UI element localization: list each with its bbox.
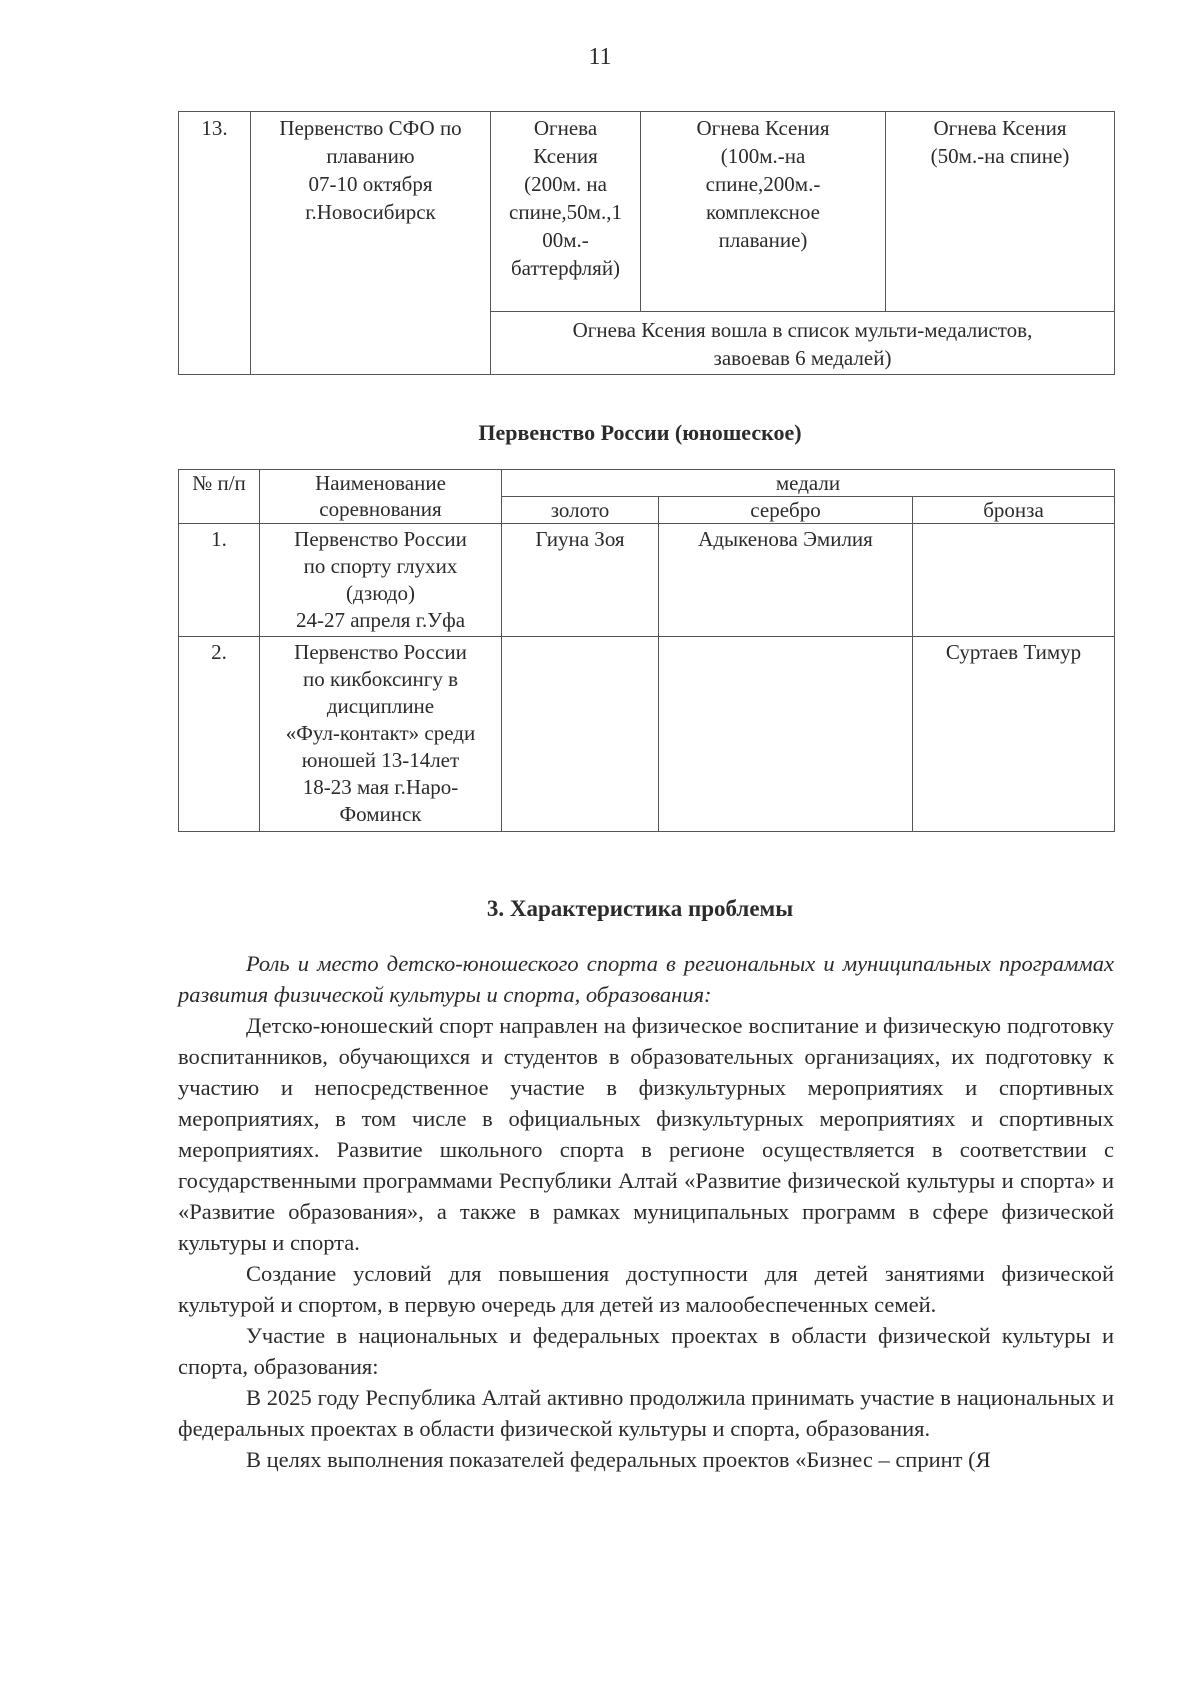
- cell-line: Огнева Ксения: [933, 116, 1067, 140]
- paragraph: В 2025 году Республика Алтай активно продолжила принимать участие в национальных и федеральных проектах в области физической культуры и спорта, образования.: [178, 1385, 1114, 1441]
- bronze-cell: [913, 524, 1115, 637]
- section-heading: 3. Характеристика проблемы: [486, 896, 794, 921]
- cell-line: 18-23 мая г.Наро-: [302, 775, 459, 799]
- youth-championship-table: [178, 469, 1115, 832]
- table-row: [179, 524, 1115, 637]
- cell-line: Наименование: [315, 471, 446, 495]
- silver-cell: [641, 112, 886, 312]
- header-num: № п/п: [179, 470, 260, 524]
- cell-line: Огнева: [533, 116, 598, 140]
- silver-cell: [659, 637, 913, 832]
- cell-line: Первенство России: [294, 640, 467, 664]
- bronze-cell: [886, 112, 1115, 312]
- cell-line: по кикбоксингу в: [302, 667, 459, 691]
- row-number: 2.: [179, 637, 260, 832]
- silver-cell: Адыкенова Эмилия: [659, 524, 913, 637]
- header-bronze: бронза: [913, 497, 1115, 524]
- cell-line: (дзюдо): [345, 581, 416, 605]
- gold-cell: [491, 112, 641, 312]
- cell-line: (50м.-на спине): [930, 144, 1070, 168]
- cell-line: Первенство России: [294, 527, 467, 551]
- cell-line: г.Новосибирск: [305, 200, 436, 224]
- cell-line: баттерфляй): [510, 256, 621, 280]
- row-number: 1.: [179, 524, 260, 637]
- multi-medalist-note: [491, 312, 1115, 375]
- cell-line: соревнования: [319, 497, 442, 521]
- paragraph: Участие в национальных и федеральных проектах в области физической культуры и спорта, образования:: [178, 1323, 1114, 1379]
- cell-line: 07-10 октября: [308, 172, 433, 196]
- bronze-cell: Суртаев Тимур: [913, 637, 1115, 832]
- event-cell: [251, 112, 491, 375]
- cell-line: Огнева Ксения вошла в список мульти-медалистов,: [572, 318, 1033, 342]
- header-gold: золото: [502, 497, 659, 524]
- event-cell: [260, 637, 502, 832]
- cell-line: 00м.-: [542, 228, 589, 252]
- header-medals: медали: [502, 470, 1115, 497]
- cell-line: Первенство СФО по: [279, 116, 462, 140]
- paragraph: Создание условий для повышения доступности для детей занятиями физической культурой и спортом, в первую очередь для детей из малообеспеченных семей.: [178, 1261, 1114, 1317]
- cell-line: Огнева Ксения: [696, 116, 830, 140]
- header-silver: серебро: [659, 497, 913, 524]
- previous-results-table: [178, 111, 1115, 375]
- page-number: 11: [588, 44, 612, 70]
- cell-line: юношей 13-14лет: [301, 748, 460, 772]
- paragraph: В целях выполнения показателей федеральных проектов «Бизнес – спринт (Я: [246, 1447, 991, 1472]
- event-cell: [260, 524, 502, 637]
- table-row: [179, 112, 1115, 312]
- paragraph: Детско-юношеский спорт направлен на физическое воспитание и физическую подготовку воспитанников, обучающихся и студентов в образовательных организациях, их подготовку к участию и непосредственное участие в физкультурных мероприятиях и спортивных мероприятиях, в том числе в официальных физкультурных мероприятиях и спортивных мероприятиях. Развитие школьного спорта в регионе осуществляется в соответствии с государственными программами Республики Алтай «Развитие физической культуры и спорта» и «Развитие образования», а также в рамках муниципальных программ в сфере физической культуры и спорта.: [178, 1013, 1114, 1255]
- cell-line: 24-27 апреля г.Уфа: [295, 608, 466, 632]
- table-row: [179, 637, 1115, 832]
- cell-line: плавание): [718, 228, 808, 252]
- cell-line: комплексное: [706, 200, 820, 224]
- cell-line: плаванию: [326, 144, 415, 168]
- cell-line: Фоминск: [339, 802, 422, 826]
- cell-line: (200м. на: [524, 172, 607, 196]
- cell-line: (100м.-на: [720, 144, 806, 168]
- section-title: Первенство России (юношеское): [478, 420, 802, 445]
- header-name: [260, 470, 502, 524]
- cell-line: спине,200м.-: [705, 172, 821, 196]
- cell-line: завоевав 6 медалей): [713, 346, 892, 370]
- cell-line: Ксения: [533, 144, 598, 168]
- table-header-row: [179, 470, 1115, 497]
- paragraph: Роль и место детско-юношеского спорта в региональных и муниципальных программах развития физической культуры и спорта, образования:: [178, 951, 1114, 1007]
- cell-line: «Фул-контакт» среди: [285, 721, 476, 745]
- cell-line: по спорту глухих: [303, 554, 458, 578]
- body-text: [178, 948, 1114, 1475]
- cell-line: дисциплине: [326, 694, 435, 718]
- row-number: 13.: [179, 112, 251, 375]
- gold-cell: [502, 637, 659, 832]
- cell-line: спине,50м.,1: [509, 200, 622, 224]
- gold-cell: Гиуна Зоя: [502, 524, 659, 637]
